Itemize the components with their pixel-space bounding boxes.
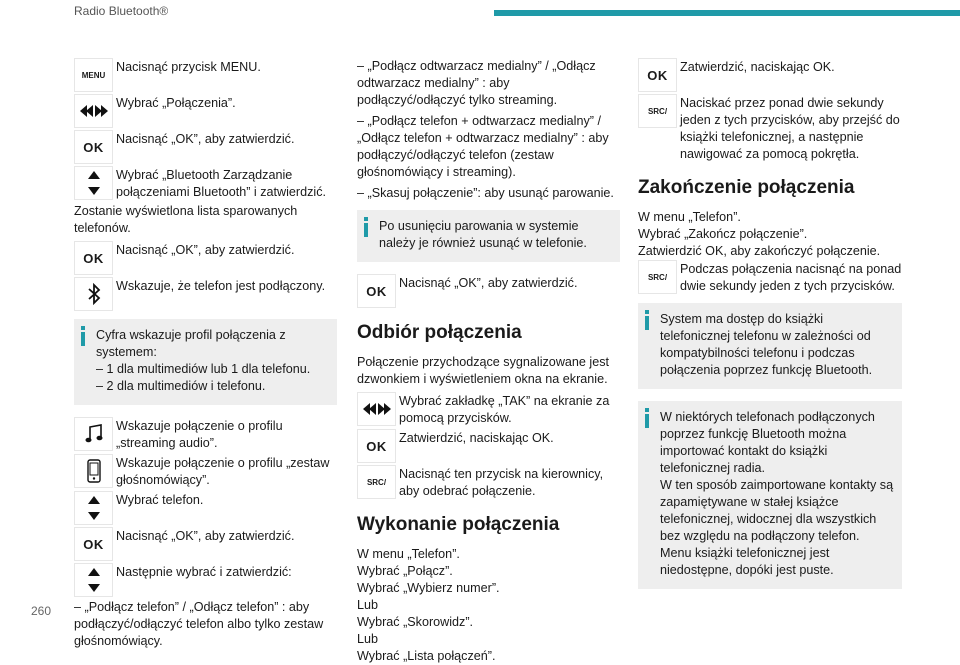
step-text: Wskazuje, że telefon jest podłączony. (116, 279, 326, 293)
step-row (74, 417, 337, 452)
step-row (357, 274, 620, 308)
arrows-up-down-icon (74, 166, 113, 200)
paragraph: – „Podłącz odtwarzacz medialny” / „Odłącz odtwarzacz medialny” : aby podłączyć/odłączyć tylko streaming. (357, 59, 596, 107)
info-icon (81, 326, 85, 346)
text-line: Wybrać „Lista połączeń”. (357, 649, 496, 663)
step-text: Wybrać telefon. (116, 493, 204, 507)
step-text: Wybrać zakładkę „TAK” na ekranie za pomocą przycisków. (399, 394, 610, 425)
ok-button-icon: OK (74, 527, 113, 561)
step-row (357, 392, 620, 427)
column-2 (357, 58, 620, 665)
note-text: Po usunięciu parowania w systemie należy je również usunąć w telefonie. (379, 219, 587, 250)
column-1 (74, 58, 337, 654)
section-heading: Wykonanie połączenia (357, 514, 560, 535)
step-text: Wskazuje połączenie o profilu „zestaw głośnomówiący”. (116, 456, 330, 487)
step-row (74, 166, 337, 201)
src-button-icon: SRC / (638, 94, 677, 128)
paragraph: Zostanie wyświetlona lista sparowanych telefonów. (74, 204, 298, 235)
step-text: Nacisnąć „OK”, aby zatwierdzić. (399, 276, 578, 290)
note-text: W niektórych telefonach podłączonych poprzez funkcję Bluetooth można importować kontakt do książki telefonicznej radia. (660, 410, 875, 475)
step-row (638, 94, 902, 163)
ok-button-icon: OK (357, 274, 396, 308)
step-text: Nacisnąć „OK”, aby zatwierdzić. (116, 243, 295, 257)
step-row (357, 465, 620, 500)
src-button-icon: SRC / (638, 260, 677, 294)
note-text: Cyfra wskazuje profil połączenia z systemem: (96, 328, 286, 359)
step-row (74, 527, 337, 561)
step-row (638, 260, 902, 295)
header-accent-bar (494, 10, 960, 16)
arrows-left-right-icon (74, 94, 113, 128)
info-icon (364, 217, 368, 237)
step-row (74, 241, 337, 275)
step-row (74, 58, 337, 92)
step-row (357, 429, 620, 463)
src-button-icon: SRC / (357, 465, 396, 499)
text-line: Wybrać „Zakończ połączenie”. (638, 227, 808, 241)
step-row (74, 491, 337, 525)
step-text: Następnie wybrać i zatwierdzić: (116, 565, 292, 579)
text-line: Lub (357, 598, 379, 612)
menu-button-icon: MENU (74, 58, 113, 92)
text-line: W menu „Telefon”. (638, 210, 741, 224)
text-line: Wybrać „Wybierz numer”. (357, 581, 500, 595)
arrows-up-down-icon (74, 563, 113, 597)
ok-button-icon: OK (74, 130, 113, 164)
phone-icon (74, 454, 113, 488)
step-text: Wybrać „Bluetooth Zarządzanie połączeniami Bluetooth” i zatwierdzić. (116, 168, 326, 199)
paragraph: – „Podłącz telefon + odtwarzacz medialny” / „Odłącz telefon + odtwarzacz medialny” : aby podłączyć/odłączyć telefon (zestaw głośnomówiący i streaming). (357, 114, 609, 179)
section-heading: Zakończenie połączenia (638, 177, 855, 198)
running-header: Radio Bluetooth® (74, 4, 169, 18)
note-text: W ten sposób zaimportowane kontakty są zapamiętywane w stałej książce telefonicznej, widocznej dla wszystkich bez względu na podłączony telefon. (660, 478, 894, 543)
step-row (74, 454, 337, 489)
note-text: Menu książki telefonicznej jest niedostępne, dopóki jest puste. (660, 546, 834, 577)
step-row (74, 277, 337, 311)
step-text: Nacisnąć przycisk MENU. (116, 60, 261, 74)
note-text: – 1 dla multimediów lub 1 dla telefonu. (96, 362, 311, 376)
music-note-icon (74, 417, 113, 451)
step-text: Nacisnąć „OK”, aby zatwierdzić. (116, 132, 295, 146)
page-number: 260 (31, 604, 52, 618)
text-line: Zatwierdzić OK, aby zakończyć połączenie. (638, 244, 881, 258)
text-line: Lub (357, 632, 379, 646)
text-line: W menu „Telefon”. (357, 547, 460, 561)
step-row (638, 58, 902, 92)
ok-button-icon: OK (638, 58, 677, 92)
step-text: Wskazuje połączenie o profilu „streaming audio”. (116, 419, 283, 450)
text-line: Wybrać „Połącz”. (357, 564, 453, 578)
step-text: Nacisnąć „OK”, aby zatwierdzić. (116, 529, 295, 543)
step-text: Zatwierdzić, naciskając OK. (680, 60, 835, 74)
step-row (74, 563, 337, 597)
ok-button-icon: OK (74, 241, 113, 275)
bluetooth-icon (74, 277, 113, 311)
column-3 (638, 58, 902, 601)
info-icon (645, 310, 649, 330)
step-text: Podczas połączenia nacisnąć na ponad dwie sekundy jeden z tych przycisków. (680, 262, 902, 293)
info-note (357, 210, 620, 262)
paragraph: Połączenie przychodzące sygnalizowane jest dzwonkiem i wyświetleniem okna na ekranie. (357, 355, 610, 386)
info-note (638, 303, 902, 389)
arrows-left-right-icon (357, 392, 396, 426)
section-heading: Odbiór połączenia (357, 322, 522, 343)
info-note (74, 319, 337, 405)
info-icon (645, 408, 649, 428)
step-text: Zatwierdzić, naciskając OK. (399, 431, 554, 445)
ok-button-icon: OK (357, 429, 396, 463)
step-text: Wybrać „Połączenia”. (116, 96, 236, 110)
step-text: Nacisnąć ten przycisk na kierownicy, aby odebrać połączenie. (399, 467, 604, 498)
paragraph: – „Podłącz telefon” / „Odłącz telefon” : aby podłączyć/odłączyć telefon albo tylko zestaw głośnomówiący. (74, 600, 324, 648)
paragraph: – „Skasuj połączenie”: aby usunąć parowanie. (357, 186, 614, 200)
step-row (74, 130, 337, 164)
step-text: Naciskać przez ponad dwie sekundy jeden z tych przycisków, aby przejść do książki telefonicznej, a następnie nawigować za pomocą pokrętła. (680, 96, 900, 161)
note-text: System ma dostęp do książki telefonicznej telefonu w zależności od kompatybilności telefonu i podczas połączenia poprzez funkcję Bluetooth. (660, 312, 873, 377)
step-row (74, 94, 337, 128)
info-note (638, 401, 902, 589)
note-text: – 2 dla multimediów i telefonu. (96, 379, 266, 393)
text-line: Wybrać „Skorowidz”. (357, 615, 474, 629)
arrows-up-down-icon (74, 491, 113, 525)
